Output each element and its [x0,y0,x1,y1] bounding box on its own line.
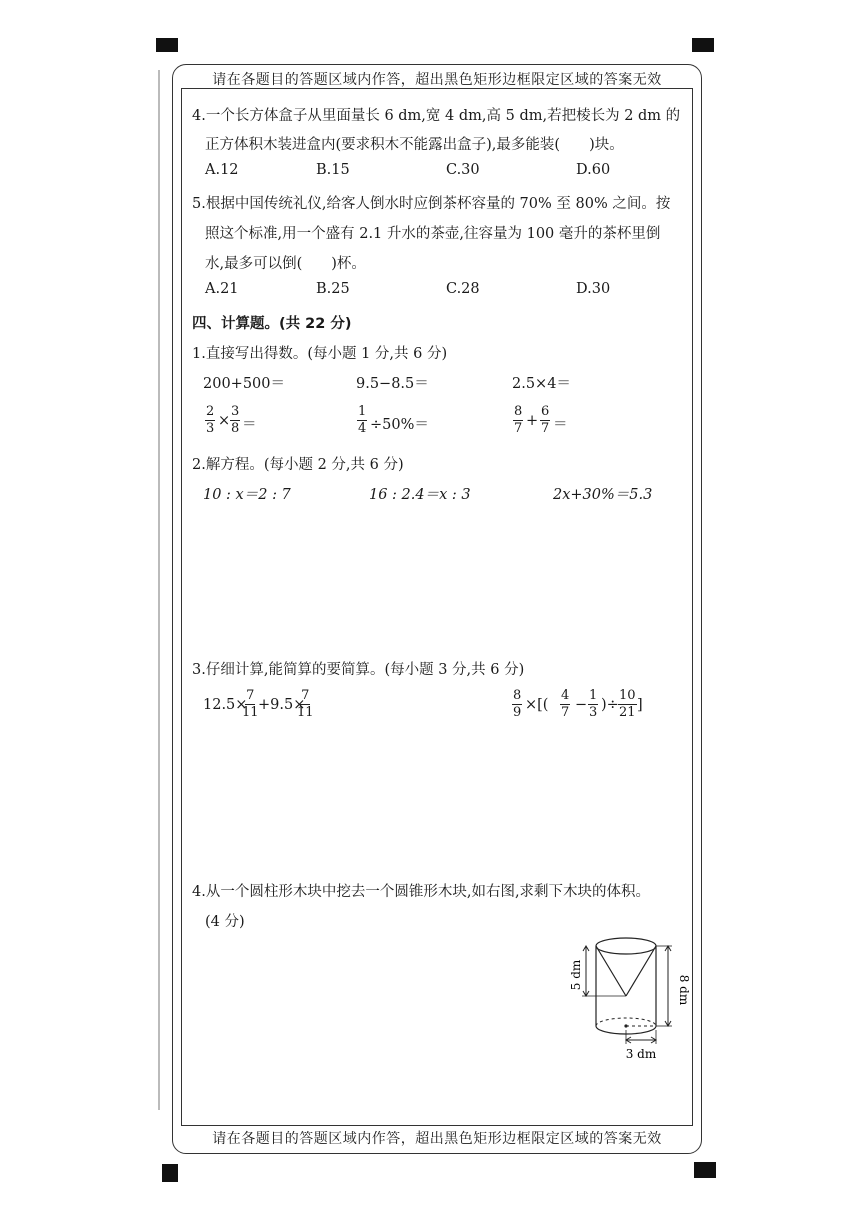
c1-title: 1.直接写出得数。(每小题 1 分,共 6 分) [192,346,448,362]
q4-line2: 正方体积木装进盒内(要求积木不能露出盒子),最多能装( )块。 [205,137,624,153]
q4-line1: 4.一个长方体盒子从里面量长 6 dm,宽 4 dm,高 5 dm,若把棱长为 2 dm 的 [192,108,681,124]
c3b-minus: − [575,697,588,713]
c4-line1: 4.从一个圆柱形木块中挖去一个圆锥形木块,如右图,求剩下木块的体积。 [192,884,651,900]
c3b-frac-3: $\frac{1}{3}$ [589,688,598,720]
bottom-center-point [624,1024,627,1027]
cone-height-label: 5 dm [569,959,583,991]
q5-line3: 水,最多可以倒( )杯。 [205,256,366,272]
registration-mark-bottom-right [694,1162,716,1178]
c3b-part1: ×[( [525,697,549,713]
c2-eq-1: 10 : x＝2 : 7 [203,487,291,503]
notice-bottom: 请在各题目的答题区域内作答，超出黑色矩形边框限定区域的答案无效 [212,1131,662,1147]
q4-option-c: C.30 [446,162,480,178]
c1-f1-eq: ＝ [242,417,257,433]
c4-line2: (4 分) [205,914,245,930]
c1-f2-frac: $\frac{1}{4}$ [358,404,367,436]
registration-mark-top-right [692,38,714,52]
c1-f1-frac-a: $\frac{2}{3}$ [206,404,215,436]
c1-f1-op: × [218,413,231,429]
c1-f3-eq: ＝ [553,417,568,433]
c3b-frac-1: $\frac{8}{9}$ [513,688,522,720]
c1-expr-2: 9.5−8.5＝ [356,376,429,392]
q4-option-b: B.15 [316,162,350,178]
q5-line2: 照这个标准,用一个盛有 2.1 升水的茶壶,往容量为 100 毫升的茶杯里倒 [205,226,661,242]
c1-expr-1: 200+500＝ [203,376,286,392]
q5-option-b: B.25 [316,281,350,297]
c1-expr-3: 2.5×4＝ [512,376,571,392]
c2-eq-2: 16 : 2.4＝x : 3 [369,487,471,503]
c3-title: 3.仔细计算,能简算的要简算。(每小题 3 分,共 6 分) [192,662,525,678]
c3b-frac-2: $\frac{4}{7}$ [561,688,570,720]
c2-title: 2.解方程。(每小题 2 分,共 6 分) [192,457,404,473]
registration-mark-top-left [156,38,178,52]
cylinder-height-label: 8 dm [677,974,691,1006]
q5-option-c: C.28 [446,281,480,297]
c1-f3-frac-b: $\frac{6}{7}$ [541,404,550,436]
q5-option-d: D.30 [576,281,611,297]
c3a-frac-2: $\frac{7}{11}$ [297,688,314,720]
c1-f3-op: + [526,413,539,429]
c3a-part2: +9.5× [258,697,306,713]
c3b-part3: )÷ [601,697,619,713]
c3a-frac-1: $\frac{7}{11}$ [242,688,259,720]
q5-option-a: A.21 [205,281,239,297]
c1-f1-frac-b: $\frac{3}{8}$ [231,404,240,436]
cylinder-cone-diagram [569,928,696,1068]
q5-line1: 5.根据中国传统礼仪,给客人倒水时应倒茶杯容量的 70% 至 80% 之间。按 [192,196,671,212]
notice-top: 请在各题目的答题区域内作答，超出黑色矩形边框限定区域的答案无效 [212,72,662,88]
registration-mark-bottom-left [162,1164,178,1182]
c3b-close: ] [637,697,643,713]
q4-option-a: A.12 [205,162,239,178]
c1-f2-tail: ÷50%＝ [370,417,429,433]
binding-line [158,70,160,1110]
c3a-part1: 12.5× [203,697,248,713]
q4-option-d: D.60 [576,162,611,178]
c3b-frac-4: $\frac{10}{21}$ [619,688,636,720]
c1-f3-frac-a: $\frac{8}{7}$ [514,404,523,436]
cylinder-top-ellipse [596,938,656,954]
radius-label: 3 dm [625,1047,657,1061]
c2-eq-3: 2x+30%＝5.3 [553,487,653,503]
section-4-heading: 四、计算题。(共 22 分) [192,316,352,332]
